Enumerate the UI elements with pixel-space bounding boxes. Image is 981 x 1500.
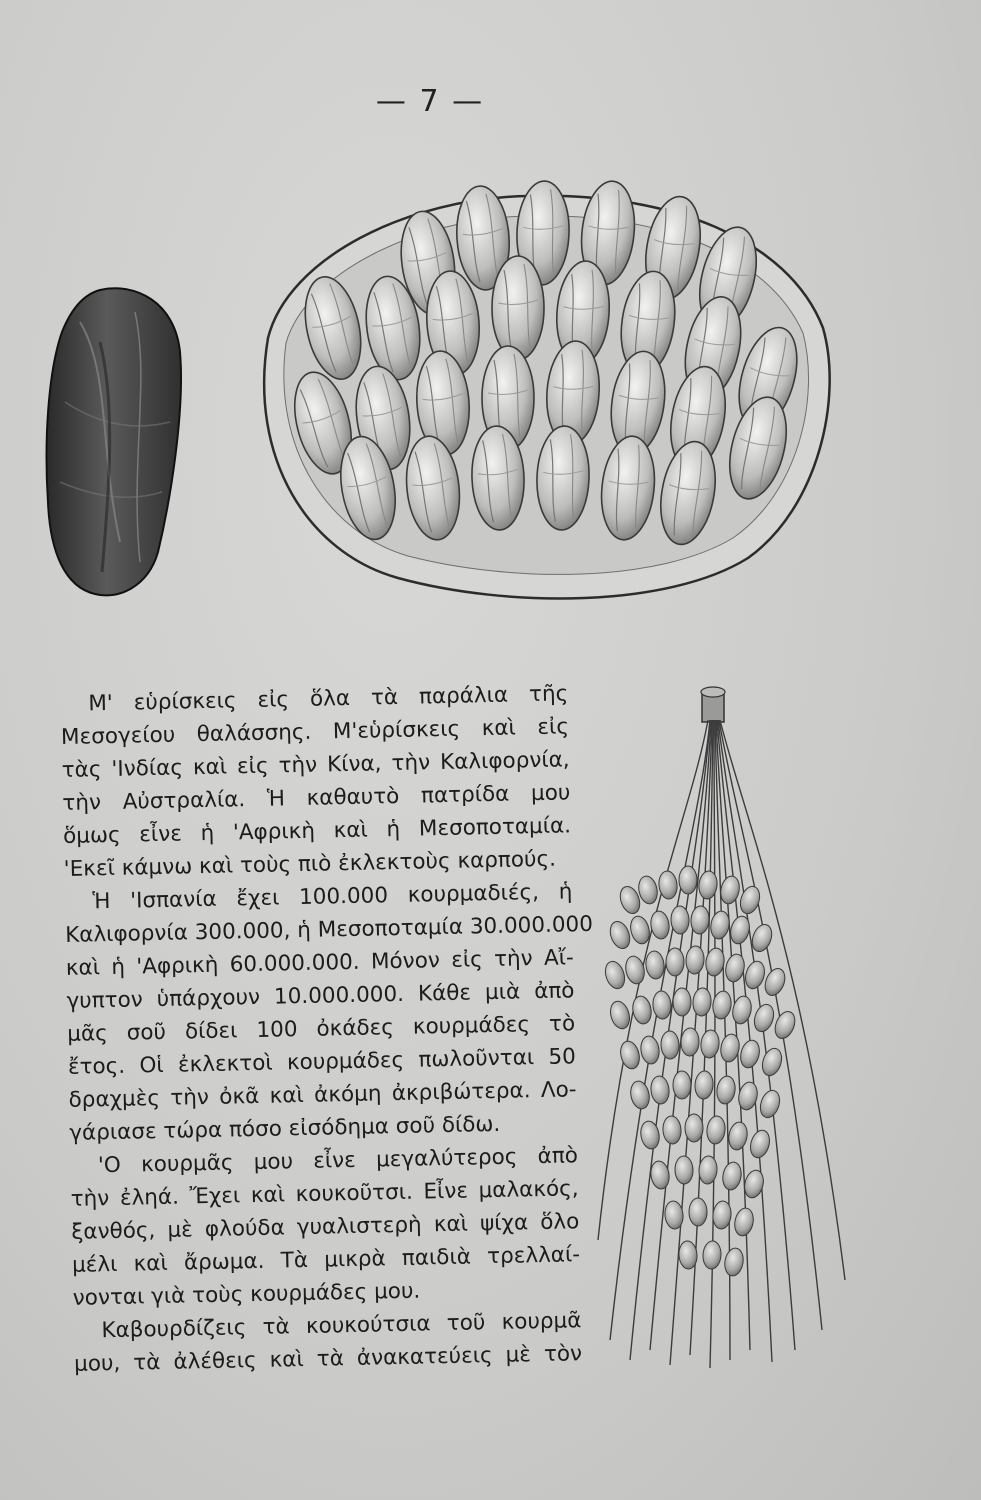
text-line: καὶ ἡ 'Αφρικὴ 60.000.000. Μόνον εἰς τὴν Αἴ- <box>65 945 575 981</box>
text-line: τὰς 'Ινδίας καὶ εἰς τὴν Κίνα, τὴν Καλιφορνία, <box>61 747 570 783</box>
text-line: Μεσογείου θαλάσσης. Μ'εὑρίσκεις καὶ εἰς <box>60 714 570 750</box>
text-line: Ἡ 'Ισπανία ἔχει 100.000 κουρμαδιές, ἡ <box>92 879 573 915</box>
paragraph-2 <box>64 875 594 1150</box>
text-line: 'Ο κουρμᾶς μου εἶνε μεγαλύτερος ἀπὸ <box>97 1143 579 1179</box>
paragraph-1 <box>60 677 572 886</box>
text-line: ὅμως εἶνε ἡ 'Αφρικὴ καὶ ἡ Μεσοποταμία. <box>62 813 572 849</box>
body-text <box>60 677 594 1380</box>
text-line: δραχμὲς τὴν ὀκᾶ καὶ ἀκόμη ἀκριβώτερα. Λο- <box>68 1077 577 1113</box>
text-line: νονται γιὰ τοὺς κουρμάδες μου. <box>72 1278 421 1311</box>
text-line: μέλι καὶ ἄρωμα. Τὰ μικρὰ παιδιὰ τρελλαί- <box>71 1242 581 1278</box>
paragraph-3 <box>70 1139 581 1315</box>
text-line: Καλιφορνία 300.000, ἡ Μεσοποταμία 30.000.000 <box>64 911 594 948</box>
text-line: ἔτος. Οἱ ἐκλεκτοὶ κουρμάδες πωλοῦνται 50 <box>67 1044 577 1080</box>
text-line: γυπτον ὑπάρχουν 10.000.000. Κάθε μιὰ ἀπὸ <box>66 978 575 1014</box>
text-line: μᾶς σοῦ δίδει 100 ὀκάδες κουρμάδες τὸ <box>66 1011 576 1047</box>
text-line: 'Εκεῖ κάμνω καὶ τοὺς πιὸ ἐκλεκτοὺς καρπούς. <box>63 846 557 882</box>
text-line: Καβουρδίζεις τὰ κουκούτσια τοῦ κουρμᾶ <box>101 1308 582 1344</box>
single-date-illustration <box>40 282 185 602</box>
date-cluster-illustration <box>590 680 860 1370</box>
paragraph-4 <box>73 1304 582 1381</box>
text-line: γάριασε τώρα πόσο εἰσόδημα σοῦ δίδω. <box>69 1111 501 1146</box>
plate-of-dates-illustration <box>228 178 838 608</box>
text-line: τὴν Αὐστραλία. Ἡ καθαυτὸ πατρίδα μου <box>62 780 571 816</box>
text-line: μου, τὰ ἀλέθεις καὶ τὰ ἀνακατεύεις μὲ τὸν <box>73 1341 583 1377</box>
text-line: ξανθός, μὲ φλούδα γυαλιστερὴ καὶ ψίχα ὅλο <box>71 1209 580 1245</box>
text-line: τὴν ἐληά. Ἔχει καὶ κουκοῦτσι. Εἶνε μαλακός, <box>70 1176 579 1212</box>
text-line: Μ' εὑρίσκεις εἰς ὅλα τὰ παράλια τῆς <box>88 681 569 717</box>
page-number: — 7 — <box>375 84 485 119</box>
